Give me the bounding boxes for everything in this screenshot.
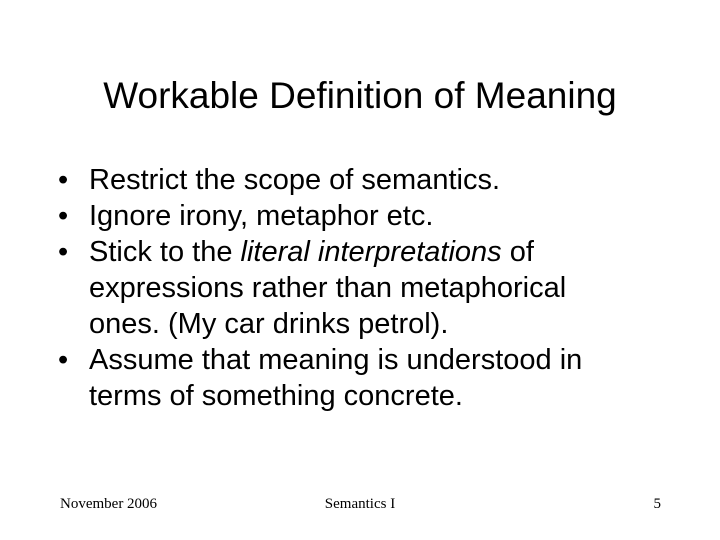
bullet-item [58,234,678,342]
footer-date: November 2006 [60,496,158,512]
bullet-text-line: ones. (My car drinks petrol). [89,308,449,340]
bullet-text-segment: Stick to the [89,236,241,268]
bullet-text-line: terms of something concrete. [89,380,463,412]
bullet-text-emphasis: literal interpretations [240,236,502,268]
bullet-text-line: Assume that meaning is understood in [89,344,583,376]
bullet-marker: • [58,236,69,268]
footer-page-number: 5 [653,496,661,512]
footer-course: Semantics I [324,496,396,512]
bullet-item [58,162,678,198]
bullet-list [58,162,678,414]
bullet-marker: • [58,344,69,376]
slide-title: Workable Definition of Meaning [103,75,617,116]
bullet-item [58,198,678,234]
bullet-text-segment: of [501,236,534,268]
bullet-marker: • [58,200,69,232]
bullet-text-line: expressions rather than metaphorical [89,272,567,304]
bullet-marker: • [58,164,69,196]
bullet-text: Ignore irony, metaphor etc. [89,200,434,232]
bullet-text: Restrict the scope of semantics. [89,164,500,196]
bullet-item [58,342,678,414]
bullet-text-line [89,236,534,268]
